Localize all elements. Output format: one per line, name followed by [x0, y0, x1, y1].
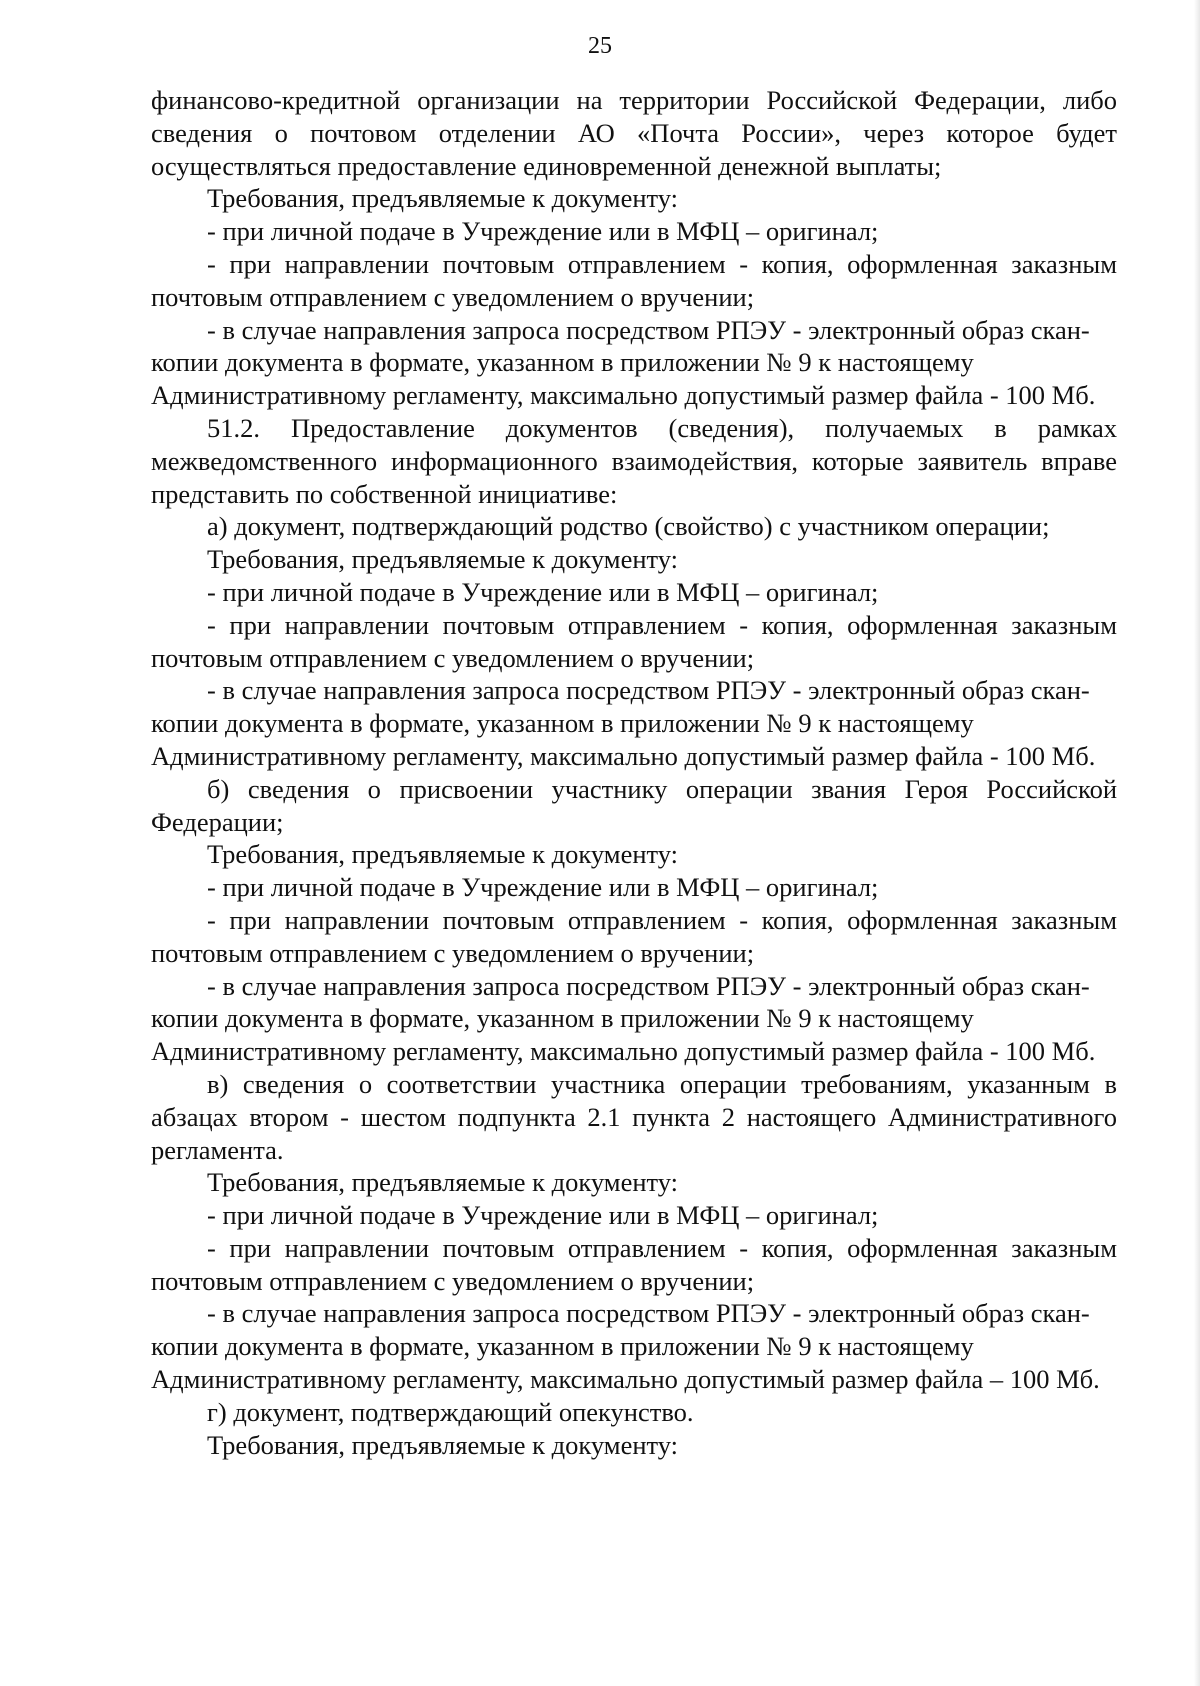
paragraph-requirements-heading: Требования, предъявляемые к документу: [207, 544, 679, 575]
paragraph-requirements-heading: Требования, предъявляемые к документу: [207, 1429, 679, 1460]
document-body [151, 84, 1117, 1461]
paragraph-section-51-2: 51.2. Предоставление документов (сведения), получаемых в рамках межведомственного информационного взаимодействия, которые заявитель вправе представить по собственной инициативе: [151, 412, 1117, 509]
paragraph-requirement-postal: - при направлении почтовым отправлением - копия, оформленная заказным почтовым отправлением с уведомлением о вручении; [151, 248, 1117, 312]
paragraph-requirement-personal: - при личной подаче в Учреждение или в МФЦ – оригинал; [207, 216, 879, 247]
paragraph-requirements-heading: Требования, предъявляемые к документу: [207, 183, 679, 214]
paragraph-item-a: а) документ, подтверждающий родство (свойство) с участником операции; [207, 511, 1050, 542]
paragraph-requirement-electronic: - в случае направления запроса посредством РПЭУ - электронный образ скан-копии документа в формате, указанном в приложении № 9 к настоящему Административному регламенту, максимально допустимый размер файла - 100 Мб. [151, 675, 1096, 771]
paragraph-item-v: в) сведения о соответствии участника операции требованиям, указанным в абзацах втором - шестом подпункта 2.1 пункта 2 настоящего Административного регламента. [151, 1068, 1117, 1165]
paragraph-requirement-postal: - при направлении почтовым отправлением - копия, оформленная заказным почтовым отправлением с уведомлением о вручении; [151, 609, 1117, 673]
paragraph-item-g: г) документ, подтверждающий опекунство. [207, 1396, 694, 1427]
page-number: 25 [588, 33, 612, 59]
paragraph-requirements-heading: Требования, предъявляемые к документу: [207, 1167, 679, 1198]
paragraph-requirement-postal: - при направлении почтовым отправлением - копия, оформленная заказным почтовым отправлением с уведомлением о вручении; [151, 1232, 1117, 1296]
paragraph-requirement-postal: - при направлении почтовым отправлением - копия, оформленная заказным почтовым отправлением с уведомлением о вручении; [151, 904, 1117, 968]
scan-edge-shadow [1194, 0, 1200, 1686]
paragraph-continuation: финансово-кредитной организации на территории Российской Федерации, либо сведения о почтовом отделении АО «Почта России», через которое будет осуществляться предоставление единовременной денежной выплаты; [151, 85, 1117, 181]
paragraph-requirement-electronic: - в случае направления запроса посредством РПЭУ - электронный образ скан-копии документа в формате, указанном в приложении № 9 к настоящему Административному регламенту, максимально допустимый размер файла – 100 Мб. [151, 1298, 1100, 1395]
paragraph-requirements-heading: Требования, предъявляемые к документу: [207, 839, 679, 870]
paragraph-requirement-electronic: - в случае направления запроса посредством РПЭУ - электронный образ скан-копии документа в формате, указанном в приложении № 9 к настоящему Административному регламенту, максимально допустимый размер файла - 100 Мб. [151, 970, 1096, 1067]
paragraph-requirement-personal: - при личной подаче в Учреждение или в МФЦ – оригинал; [207, 576, 879, 607]
paragraph-requirement-electronic: - в случае направления запроса посредством РПЭУ - электронный образ скан-копии документа в формате, указанном в приложении № 9 к настоящему Административному регламенту, максимально допустимый размер файла - 100 Мб. [151, 314, 1096, 411]
paragraph-requirement-personal: - при личной подаче в Учреждение или в МФЦ – оригинал; [207, 1200, 879, 1231]
paragraph-requirement-personal: - при личной подаче в Учреждение или в МФЦ – оригинал; [207, 872, 879, 903]
paragraph-item-b: б) сведения о присвоении участнику операции звания Героя Российской Федерации; [151, 773, 1117, 837]
